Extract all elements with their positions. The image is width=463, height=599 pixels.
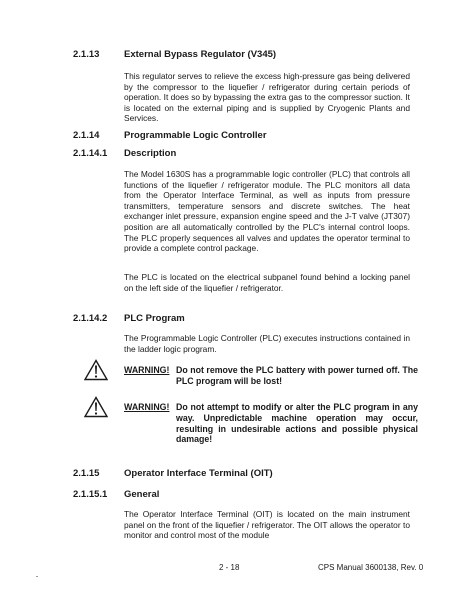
warning-triangle-icon [84,396,108,418]
subsection-heading: PLC Program [124,313,185,324]
plc-program-paragraph: The Programmable Logic Controller (PLC) executes instructions contained in the ladder logic program. [124,333,410,354]
warning-triangle-icon [84,359,108,381]
subsection-number: 2.1.14.1 [73,148,108,159]
description-paragraph: The Model 1630S has a programmable logic controller (PLC) that controls all functions of the liquefier / refrigerator module. The PLC monitors all data from the Operator Interface Terminal, as well as inputs from pressure transmitters, temperature sensors and discrete switches. The heat exchanger inlet pressure, expansion engine speed and the J-T valve (JT307) position are all automatically controlled by the PLC's internal control loops. The PLC properly sequences all valves and updates the operator terminal to provide a complete control package. [124,169,410,254]
warning-text: Do not attempt to modify or alter the PLC program in any way. Unpredictable machine operation may occur, resulting in undesirable actions and possible physical damage! [176,402,418,445]
warning-text: Do not remove the PLC battery with power turned off. The PLC program will be lost! [176,365,418,386]
section-heading: Programmable Logic Controller [124,130,267,141]
warning-label: WARNING! [124,402,170,412]
page-number: 2 - 18 [219,563,240,572]
document-id: CPS Manual 3600138, Rev. 0 [318,563,424,572]
warning-label: WARNING! [124,365,170,375]
section-number: 2.1.15 [73,468,100,479]
subsection-number: 2.1.14.2 [73,313,108,324]
location-paragraph: The PLC is located on the electrical subpanel found behind a locking panel on the left side of the liquefier / refrigerator. [124,272,410,293]
scan-speck [36,576,38,577]
subsection-heading: General [124,489,160,500]
oit-general-paragraph: The Operator Interface Terminal (OIT) is located on the main instrument panel on the front of the liquefier / refrigerator. The OIT allows the operator to monitor and control most of the module [124,509,410,541]
section-heading: External Bypass Regulator (V345) [124,49,277,60]
subsection-heading: Description [124,148,177,159]
subsection-number: 2.1.15.1 [73,489,108,500]
section-heading: Operator Interface Terminal (OIT) [124,468,273,479]
section-paragraph: This regulator serves to relieve the excess high-pressure gas being delivered by the compressor to the liquefier / refrigerator during certain periods of operation. It does so by bypassing the extra gas to the compressor suction. It is located on the external piping and is supplied by Cryogenic Plants and Services. [124,71,410,124]
section-number: 2.1.14 [73,130,100,141]
section-number: 2.1.13 [73,49,100,60]
